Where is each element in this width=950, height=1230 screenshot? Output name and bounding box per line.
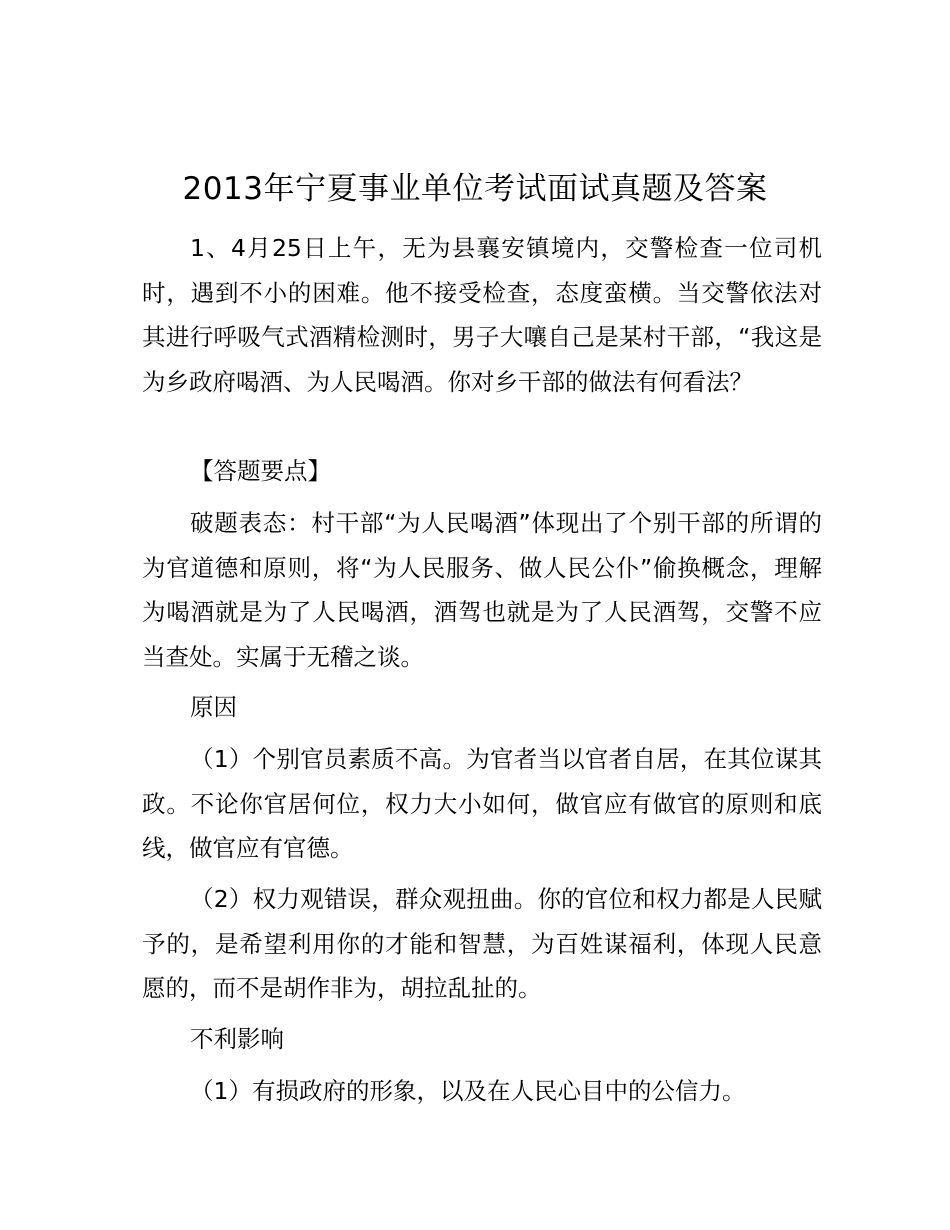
answer-key-heading: 【答题要点】 [190, 457, 331, 485]
cause-1-paragraph: （1）个别官员素质不高。为官者当以官者自居，在其位谋其政。不论你官居何位，权力大小如何，做官应有做官的原则和底线，做官应有官德。 [142, 745, 822, 862]
question-paragraph: 1、4月25日上午，无为县襄安镇境内，交警检查一位司机时，遇到不小的困难。他不接受检查，态度蛮横。当交警依法对其进行呼吸气式酒精检测时，男子大嚷自己是某村干部，“我这是为乡政府喝酒、为人民喝酒。你对乡干部的做法有何看法？ [142, 234, 822, 396]
impact-1-paragraph: （1）有损政府的形象，以及在人民心目中的公信力。 [190, 1077, 746, 1105]
impacts-heading: 不利影响 [190, 1025, 284, 1053]
causes-heading: 原因 [190, 693, 237, 721]
opening-statement-paragraph: 破题表态：村干部“为人民喝酒”体现出了个别干部的所谓的为官道德和原则，将“为人民服务、做人民公仆”偷换概念，理解为喝酒就是为了人民喝酒，酒驾也就是为了人民酒驾，交警不应当查处。实属于无稽之谈。 [142, 509, 822, 671]
cause-2-paragraph: （2）权力观错误，群众观扭曲。你的官位和权力都是人民赋予的，是希望利用你的才能和智慧，为百姓谋福利，体现人民意愿的，而不是胡作非为，胡拉乱扯的。 [142, 885, 822, 1002]
document-title: 2013年宁夏事业单位考试面试真题及答案 [182, 171, 768, 207]
